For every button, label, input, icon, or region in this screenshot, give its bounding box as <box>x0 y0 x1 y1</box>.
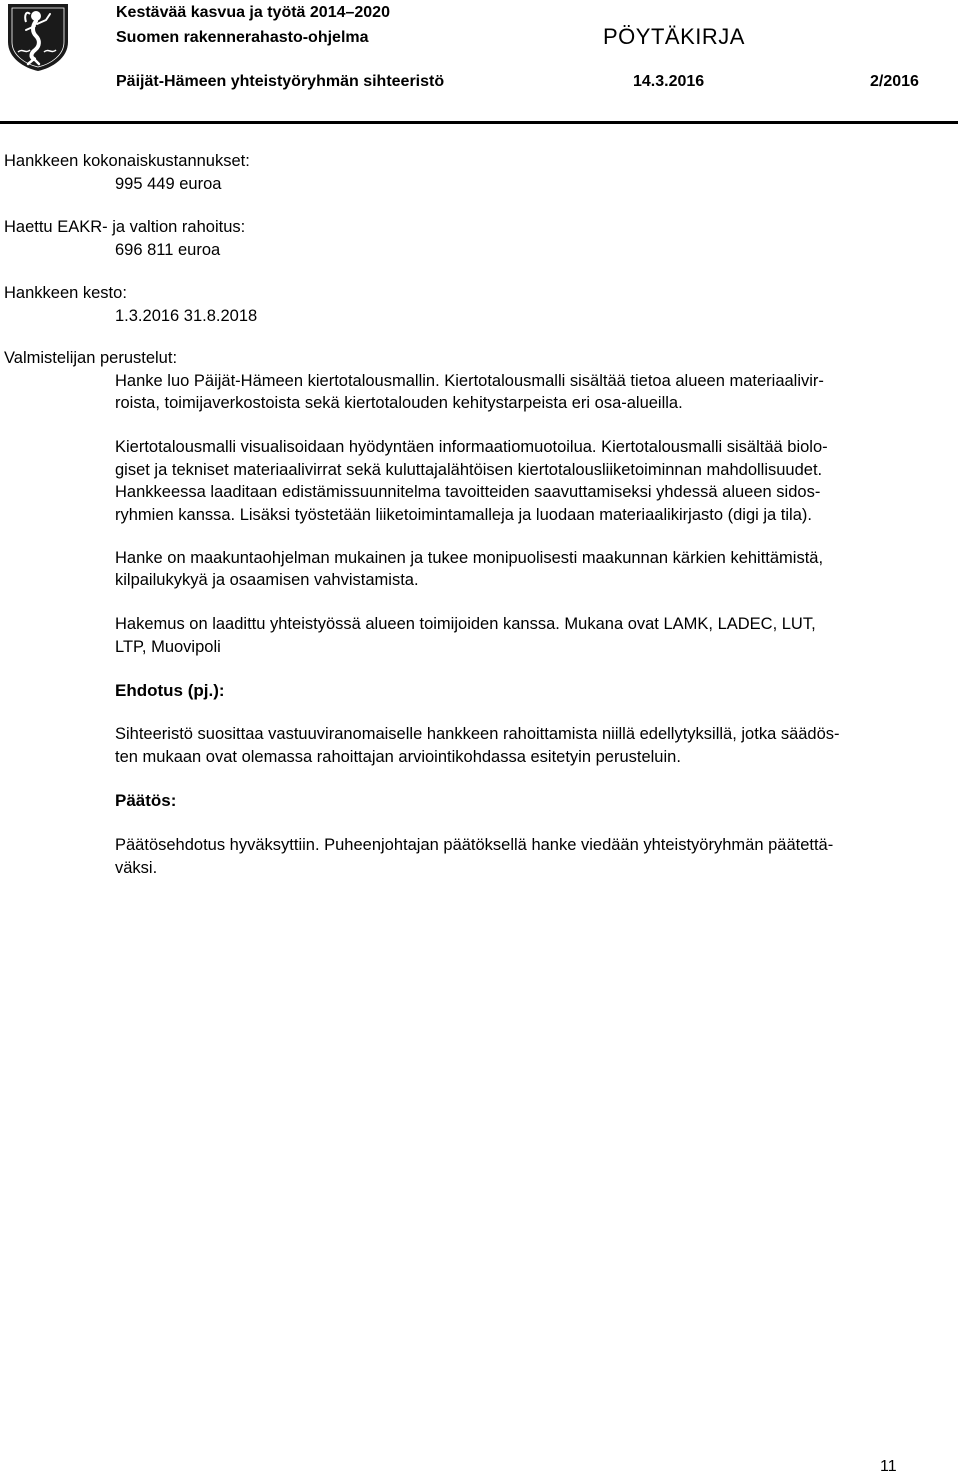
rationale-p1-line1: Hanke luo Päijät-Hämeen kiertotalousmallin. Kiertotalousmalli sisältää tietoa alueen materiaalivir- <box>115 372 824 390</box>
duration-label: Hankkeen kesto: <box>4 284 127 302</box>
page-number: 11 <box>880 1458 897 1475</box>
decision-line2: väksi. <box>115 859 158 877</box>
header-divider <box>0 121 958 124</box>
funding-label: Haettu EAKR- ja valtion rahoitus: <box>4 218 246 236</box>
decision-line1: Päätösehdotus hyväksyttiin. Puheenjohtajan päätöksellä hanke viedään yhteistyöryhmän päätettä- <box>115 836 834 854</box>
document-number: 2/2016 <box>870 73 919 90</box>
secretariat-name: Päijät-Hämeen yhteistyöryhmän sihteeristö <box>116 73 445 90</box>
funding-value: 696 811 euroa <box>115 241 221 259</box>
rationale-p2-line3: Hankkeessa laaditaan edistämissuunnitelma tavoitteiden saavuttamiseksi yhdessä alueen sidos- <box>115 483 821 501</box>
proposal-heading: Ehdotus (pj.): <box>115 681 225 700</box>
proposal-line2: ten mukaan ovat olemassa rahoittajan arviointikohdassa esitetyin perusteluin. <box>115 748 681 766</box>
total-cost-label: Hankkeen kokonaiskustannukset: <box>4 152 250 170</box>
rationale-p3-line2: kilpailukykyä ja osaamisen vahvistamista. <box>115 571 419 589</box>
rationale-label: Valmistelijan perustelut: <box>4 349 178 367</box>
meeting-date: 14.3.2016 <box>633 73 705 90</box>
program-subtitle: Suomen rakennerahasto-ohjelma <box>116 29 369 46</box>
rationale-p4-line1: Hakemus on laadittu yhteistyössä alueen toimijoiden kanssa. Mukana ovat LAMK, LADEC, LUT, <box>115 615 816 633</box>
proposal-line1: Sihteeristö suosittaa vastuuviranomaiselle hankkeen rahoittamista niillä edellytyksillä, jotka säädös- <box>115 725 840 743</box>
rationale-p1-line2: roista, toimijaverkostoista sekä kiertotalouden kehitystarpeista eri osa-alueilla. <box>115 394 683 412</box>
program-title: Kestävää kasvua ja työtä 2014–2020 <box>116 4 390 21</box>
rationale-p2-line4: ryhmien kanssa. Lisäksi työstetään liiketoimintamalleja ja luodaan materiaalikirjasto (digi ja tila). <box>115 506 812 524</box>
coat-of-arms-logo-icon <box>6 2 70 72</box>
rationale-p4-line2: LTP, Muovipoli <box>115 638 221 656</box>
rationale-p2-line2: giset ja tekniset materiaalivirrat sekä kuluttajalähtöisen kiertotalousliiketoiminnan mahdollisuudet. <box>115 461 823 479</box>
document-type: PÖYTÄKIRJA <box>603 24 745 49</box>
rationale-p3-line1: Hanke on maakuntaohjelman mukainen ja tukee monipuolisesti maakunnan kärkien kehittämistä, <box>115 549 824 567</box>
duration-value: 1.3.2016 31.8.2018 <box>115 307 258 325</box>
total-cost-value: 995 449 euroa <box>115 175 222 193</box>
decision-heading: Päätös: <box>115 791 177 810</box>
rationale-p2-line1: Kiertotalousmalli visualisoidaan hyödyntäen informaatiomuotoilua. Kiertotalousmalli sisältää biolo- <box>115 438 828 456</box>
